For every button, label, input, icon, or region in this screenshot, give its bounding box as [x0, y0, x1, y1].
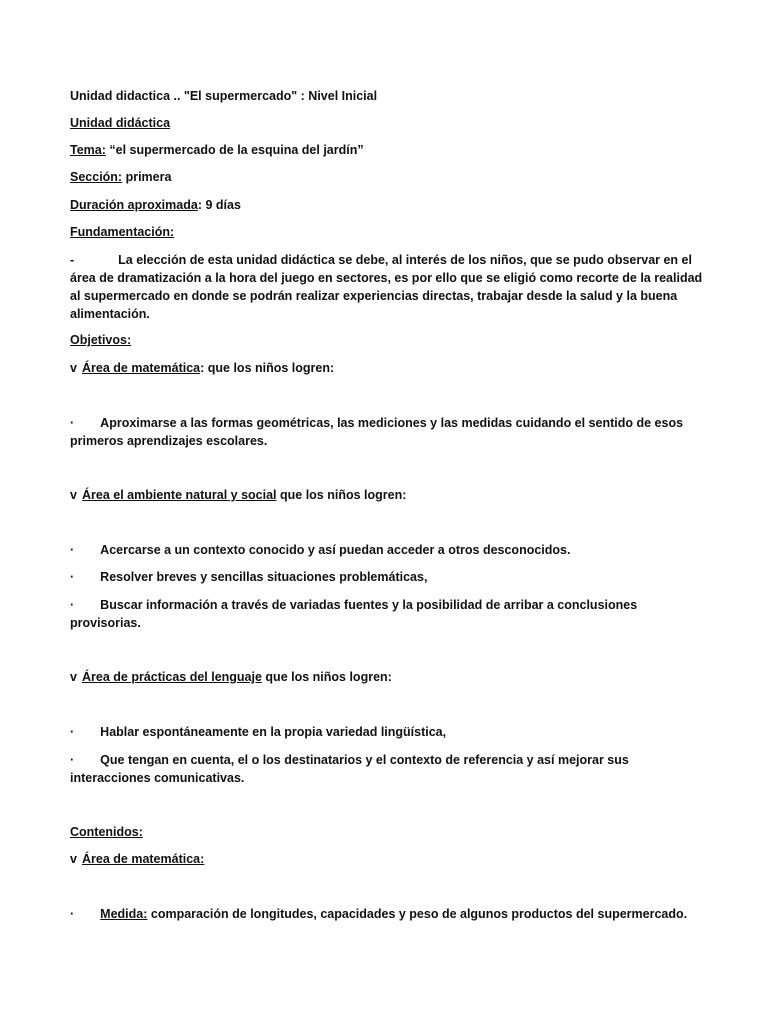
- contenidos-heading-text: Contenidos:: [70, 825, 143, 839]
- document-title: [70, 88, 377, 104]
- area-suffix: : que los niños logren:: [200, 361, 335, 375]
- contenidos-area-matematica: [70, 851, 204, 867]
- bullet-dot-icon: ·: [70, 725, 75, 739]
- medida-label: Medida:: [100, 907, 148, 921]
- area-title: Área el ambiente natural y social: [82, 488, 277, 502]
- list-item: [70, 724, 446, 740]
- fundamentacion-heading-text: Fundamentación:: [70, 225, 175, 239]
- area-title: Área de matemática: [82, 361, 201, 375]
- bullet-dot-icon: ·: [70, 598, 75, 612]
- tema-label: Tema:: [70, 143, 106, 157]
- dash-marker: -: [70, 253, 75, 267]
- list-item: [70, 569, 427, 585]
- list-item: [70, 751, 710, 787]
- title-text: Unidad didactica .. "El supermercado" : Nivel Inicial: [70, 89, 378, 103]
- objetivos-heading-text: Objetivos:: [70, 333, 132, 347]
- list-item-text: Buscar información a través de variadas fuentes y la posibilidad de arribar a conclusiones provisorias.: [70, 598, 638, 630]
- list-item-text: Acercarse a un contexto conocido y así puedan acceder a otros desconocidos.: [100, 543, 571, 557]
- medida-text: comparación de longitudes, capacidades y peso de algunos productos del supermercado.: [147, 907, 688, 921]
- list-item-text: Hablar espontáneamente en la propia variedad lingüística,: [100, 725, 447, 739]
- objetivo-area-ambiente: [70, 487, 406, 503]
- seccion-line: [70, 169, 171, 185]
- list-item: [70, 542, 570, 558]
- area-title: Área de matemática:: [82, 852, 205, 866]
- bullet-dot-icon: ·: [70, 907, 75, 921]
- unit-heading: [70, 115, 170, 131]
- seccion-value: primera: [122, 170, 172, 184]
- list-item: [70, 906, 687, 922]
- objetivo-area-lenguaje: [70, 669, 392, 685]
- fundamentacion-heading: [70, 224, 174, 240]
- bullet-v-icon: v: [70, 852, 77, 866]
- bullet-dot-icon: ·: [70, 570, 75, 584]
- unit-heading-text: Unidad didáctica: [70, 116, 171, 130]
- bullet-v-icon: v: [70, 488, 77, 502]
- list-item: [70, 414, 710, 450]
- bullet-dot-icon: ·: [70, 753, 75, 767]
- duracion-line: [70, 197, 241, 213]
- list-item: [70, 596, 710, 632]
- seccion-label: Sección:: [70, 170, 123, 184]
- duracion-value: : 9 días: [197, 198, 241, 212]
- tema-line: [70, 142, 364, 158]
- objetivos-heading: [70, 332, 131, 348]
- tema-value: “el supermercado de la esquina del jardín”: [105, 143, 364, 157]
- bullet-v-icon: v: [70, 670, 77, 684]
- contenidos-heading: [70, 824, 143, 840]
- area-suffix: que los niños logren:: [276, 488, 407, 502]
- bullet-v-icon: v: [70, 361, 77, 375]
- area-suffix: que los niños logren:: [261, 670, 392, 684]
- duracion-label: Duración aproximada: [70, 198, 198, 212]
- objetivo-area-matematica: [70, 360, 334, 376]
- bullet-dot-icon: ·: [70, 543, 75, 557]
- fundamentacion-text: La elección de esta unidad didáctica se debe, al interés de los niños, que se pudo observar en el área de dramatización a la hora del juego en sectores, es por ello que se eligió como recorte de la realidad al supermercado en donde se podrán realizar experiencias directas, trabajar desde la salud y la buena alimentación.: [70, 253, 703, 321]
- fundamentacion-paragraph: [70, 251, 710, 323]
- bullet-dot-icon: ·: [70, 416, 75, 430]
- area-title: Área de prácticas del lenguaje: [82, 670, 262, 684]
- list-item-text: Resolver breves y sencillas situaciones problemáticas,: [100, 570, 428, 584]
- list-item-text: Aproximarse a las formas geométricas, las mediciones y las medidas cuidando el sentido de esos primeros aprendizajes escolares.: [70, 416, 684, 448]
- list-item-text: Que tengan en cuenta, el o los destinatarios y el contexto de referencia y así mejorar sus interacciones comunicativas.: [70, 753, 629, 785]
